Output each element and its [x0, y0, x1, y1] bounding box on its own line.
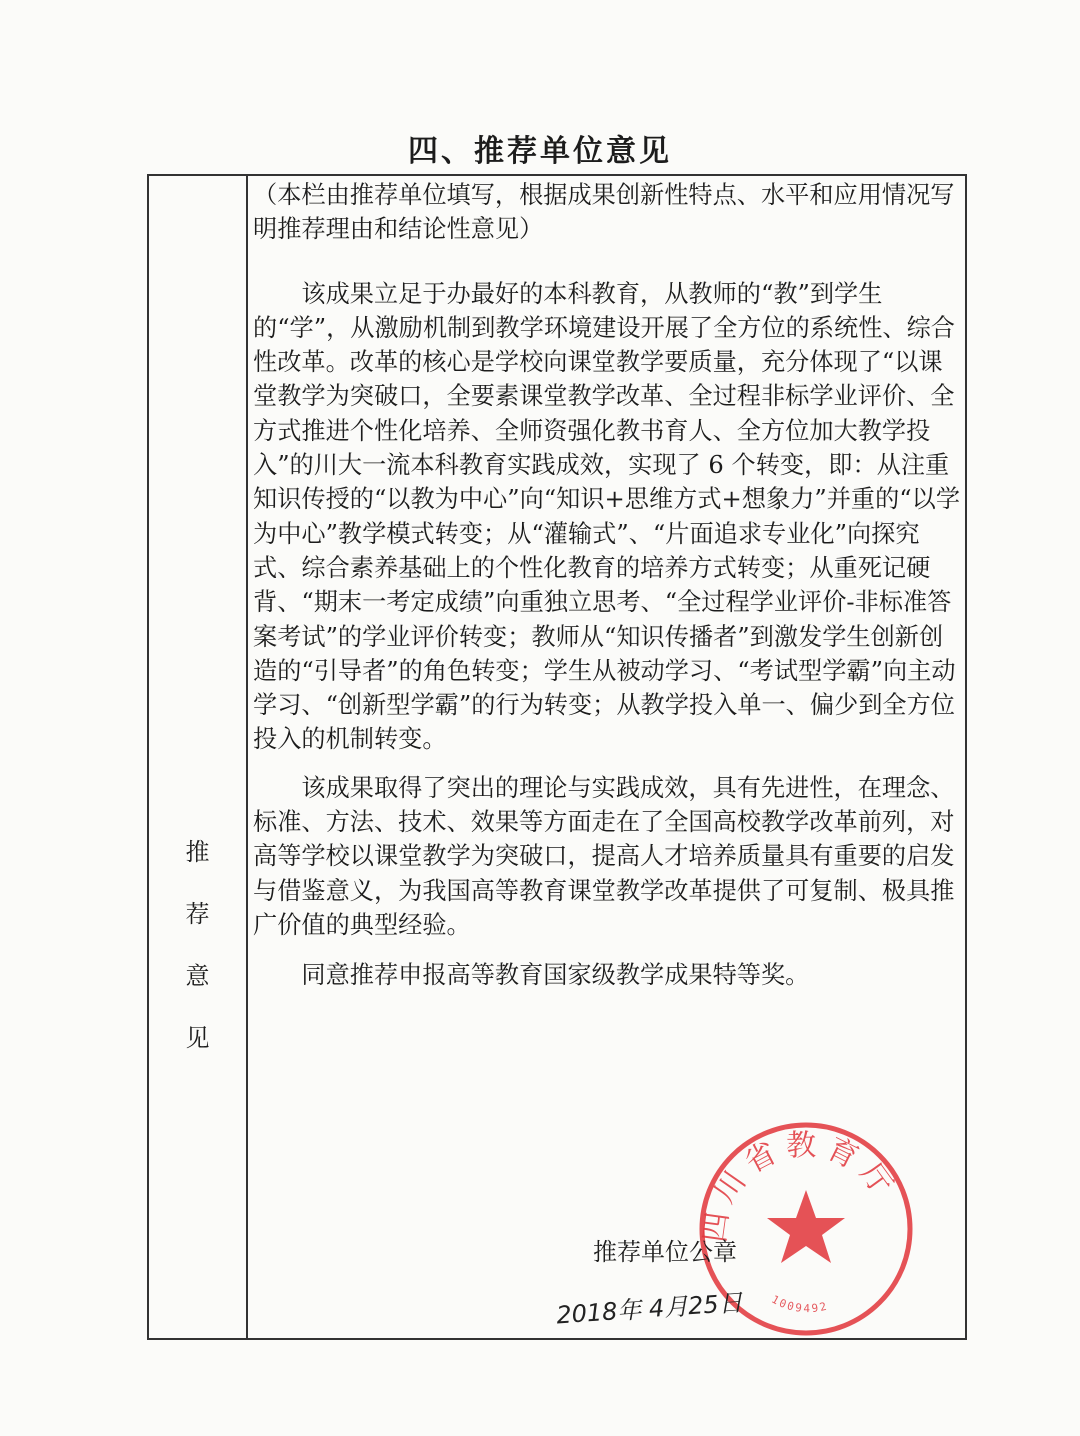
date-month: 4: [647, 1294, 666, 1323]
seal-star-icon: [767, 1190, 845, 1263]
side-label-char: 意: [185, 962, 210, 990]
side-label-char: 推: [185, 838, 210, 866]
date-month-suffix: 月: [663, 1292, 690, 1322]
seal-text: 四川省教育厅: [697, 1128, 904, 1245]
svg-text:1009492: [769, 1293, 829, 1315]
paragraph-achievement: 该成果取得了突出的理论与实践成效，具有先进性，在理念、标准、方法、技术、效果等方面走在了全国高校教学改革前列，对高等学校以课堂教学为突破口，提高人才培养质量具有重要的启发与借鉴意义，为我国高等教育课堂教学改革提供了可复制、极具推广价值的典型经验。: [253, 773, 955, 939]
side-label: [149, 821, 246, 1069]
signature-label: 推荐单位公章: [593, 1238, 737, 1266]
column-divider: [246, 176, 248, 1338]
side-label-char: 见: [185, 1024, 210, 1052]
date-year-suffix: 年: [616, 1295, 643, 1326]
seal-number: 1009492: [769, 1292, 830, 1316]
opinion-content: [253, 178, 965, 993]
paragraph-recommendation: 同意推荐申报高等教育国家级教学成果特等奖。: [301, 961, 810, 990]
paragraph-reform: 该成果立足于办最好的本科教育，从教师的“教”到学生的“学”，从激励机制到教学环境建设开展了全方位的系统性、综合性改革。改革的核心是学校向课堂教学要质量，充分体现了“以课堂教学为突破口，全要素课堂教学改革、全过程非标学业评价、全方式推进个性化培养、全师资强化教书育人、全方位加大教学投入”的川大一流本科教育实践成效，实现了 6 个转变，即：从注重知识传授的“以教为中心”向“知识+思维方式+想象力”并重的“以学为中心”教学模式转变；从“灌输式”、“片面追求专业化”向探究式、综合素养基础上的个性化教育的培养方式转变；从重死记硬背、“期末一考定成绩”向重独立思考、“全过程学业评价-非标准答案考试”的学业评价转变；教师从“知识传播者”到激发学生创新创造的“引导者”的角色转变；学生从被动学习、“考试型学霸”向主动学习、“创新型学霸”的行为转变；从教学投入单一、偏少到全方位投入的机制转变。: [253, 279, 961, 754]
section-title: 四、推荐单位意见: [408, 134, 672, 169]
date-year: 2018: [555, 1297, 619, 1330]
instruction-note: （本栏由推荐单位填写，根据成果创新性特点、水平和应用情况写明推荐理由和结论性意见）: [253, 181, 955, 244]
date-day: 25: [687, 1290, 720, 1321]
date-day-suffix: 日: [717, 1288, 744, 1319]
side-label-char: 荐: [185, 900, 210, 928]
